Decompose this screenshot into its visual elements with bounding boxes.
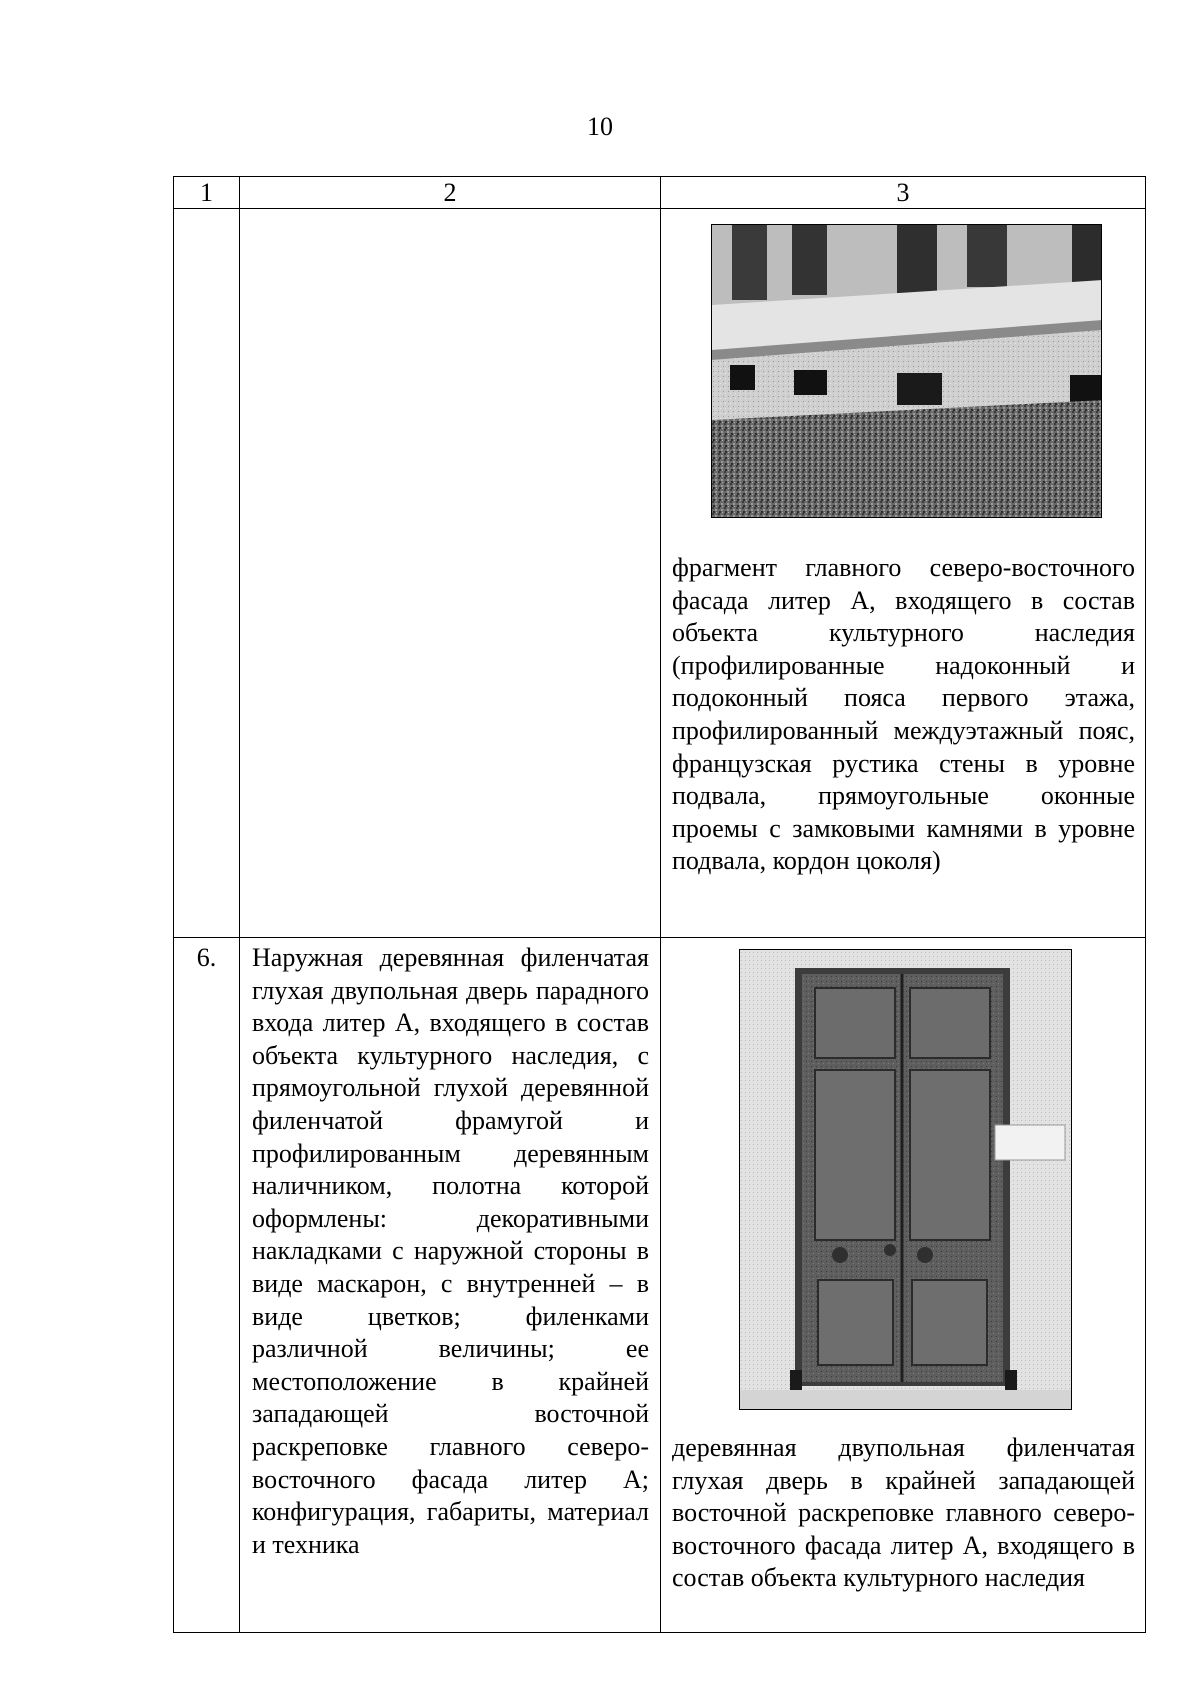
row-number [174, 209, 240, 938]
column-header-2: 2 [240, 177, 661, 209]
table-row [174, 938, 1146, 1633]
row-description: Наружная деревянная филенчатая глухая двупольная дверь парадного входа литер А, входящего в состав объекта культурного наследия, с прямоугольной глухой деревянной филенчатой фрамугой и профилированным деревянным наличником, полотна которой оформлены: декоративными накладками с наружной стороны в виде маскарон, с внутренней – в виде цветков; филенками различной величины; ее местоположение в крайней западающей восточной раскреповке главного северо-восточного фасада литер А; конфигурация, габариты, материал и техника [240, 938, 661, 1633]
row-illustration-cell [661, 209, 1146, 938]
page-number: 10 [587, 112, 613, 141]
row-description [240, 209, 661, 938]
row-number: 6. [174, 938, 240, 1633]
row-illustration-cell [661, 938, 1146, 1633]
column-header-1: 1 [174, 177, 240, 209]
door-photo [739, 949, 1072, 1410]
photo-caption: деревянная двупольная филенчатая глухая дверь в крайней западающей восточной раскреповке главного северо-восточного фасада литер А, входящего в состав объекта культурного наследия [672, 1433, 1135, 1593]
photo-caption: фрагмент главного северо-восточного фасада литер А, входящего в состав объекта культурного наследия (профилированные надоконный и подоконный пояса первого этажа, профилированный междуэтажный пояс, французская рустика стены в уровне подвала, прямоугольные оконные проемы с замковыми камнями в уровне подвала, кордон цоколя) [672, 553, 1135, 876]
facade-fragment-photo [711, 224, 1102, 518]
monument-elements-table [173, 176, 1146, 1633]
column-header-3: 3 [661, 177, 1146, 209]
table-header-row [174, 177, 1146, 209]
table-row [174, 209, 1146, 938]
